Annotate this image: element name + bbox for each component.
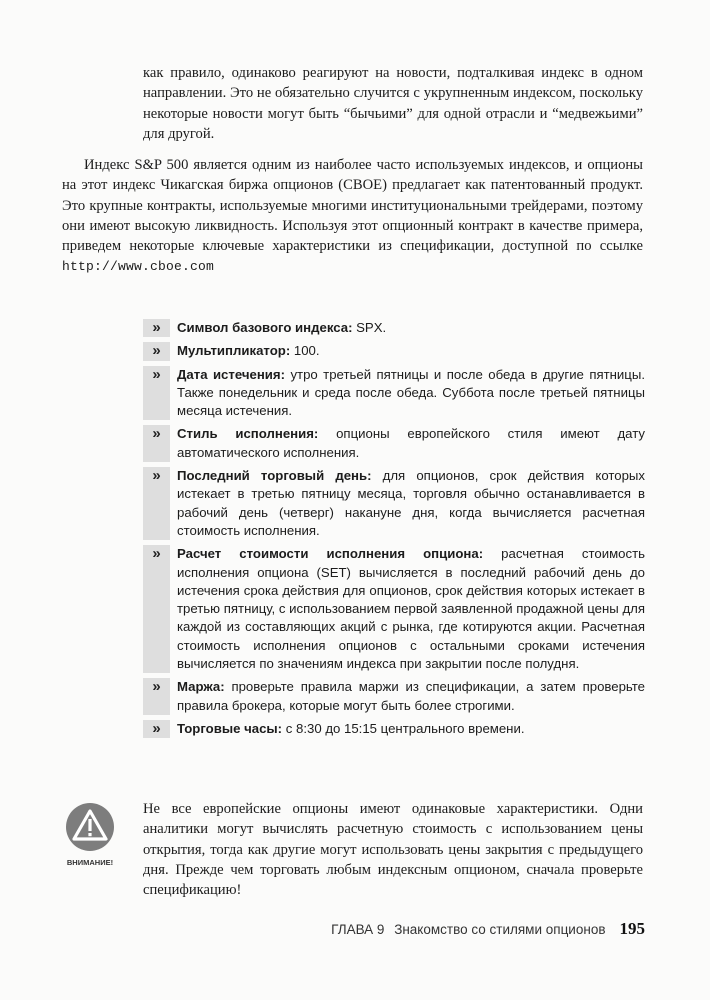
list-item-text — [170, 545, 645, 673]
list-item — [143, 720, 645, 738]
intro-paragraph: как правило, одинаково реагируют на новости, подталкивая индекс в одном направлении. Это не обязательно случится с укрупненным индексом, поскольку некоторые новости могут быть “бычьими” для одной отрасли и “медвежьими” для другой. — [143, 65, 643, 142]
chapter-number: ГЛАВА 9 — [331, 922, 385, 937]
list-item — [143, 319, 645, 337]
bullet-marker: » — [143, 720, 170, 738]
list-item-term: Символ базового индекса: — [177, 320, 353, 335]
warning-text: Не все европейские опционы имеют одинаковые характеристики. Одни аналитики могут вычислять расчетную стоимость с использованием цены открытия, тогда как другие могут использовать цены закрытия с предыдущего дня. Прежде чем торговать любым индексным опционом, сначала проверьте спецификацию! — [143, 801, 643, 899]
specification-list — [143, 319, 645, 743]
page-footer — [240, 919, 645, 939]
list-item — [143, 425, 645, 462]
list-item-term: Маржа: — [177, 679, 225, 695]
list-item — [143, 545, 645, 673]
list-item-description: утро третьей пятницы и после обеда в другие пятницы. Также понедельник и среда после обеда. Суббота после третьей пятницы месяца истечения. — [177, 366, 645, 419]
warning-triangle-icon — [65, 802, 115, 852]
bullet-marker: » — [143, 342, 170, 360]
list-item-text — [170, 342, 645, 360]
bullet-marker: » — [143, 545, 170, 673]
list-item-text — [170, 678, 645, 715]
bullet-marker: » — [143, 467, 170, 540]
list-item — [143, 342, 645, 360]
bullet-marker: » — [143, 678, 170, 715]
list-item-term: Расчет стоимости исполнения опциона: — [177, 546, 484, 562]
list-item-description: проверьте правила маржи из спецификации, а затем проверьте правила брокера, которые могут быть более строгими. — [177, 679, 645, 713]
page-number: 195 — [619, 919, 645, 938]
list-item-description: 100. — [290, 343, 320, 359]
list-item-description: для опционов, срок действия которых истекает в третью пятницу месяца, торговля обычно останавливается в рабочий день (четверг) накануне дня, когда вычисляется расчетная стоимость исполнения. — [177, 468, 645, 538]
body-paragraph — [62, 155, 643, 278]
list-item-term: Дата истечения: — [177, 366, 286, 382]
bullet-marker: » — [143, 366, 170, 421]
list-item-term: Мультипликатор: — [177, 343, 291, 359]
list-item-description: опционы европейского стиля имеют дату автоматического исполнения. — [177, 426, 645, 460]
chapter-title: Знакомство со стилями опционов — [394, 922, 606, 937]
list-item-description: с 8:30 до 15:15 центрального времени. — [282, 720, 525, 736]
list-item — [143, 366, 645, 421]
paragraph-text: Индекс S&P 500 является одним из наиболее часто используемых индексов, и опционы на этот индекс Чикагская биржа опционов (CBOE) предлагает как патентованный продукт. Это крупные контракты, используемые многими институциональными трейдерами, поэтому они имеют высокую ликвидность. Используя этот опционный контракт в качестве примера, приведем некоторые ключевые характеристики из спецификации, доступной по ссылке — [62, 157, 643, 255]
list-item — [143, 678, 645, 715]
list-item — [143, 467, 645, 540]
list-item-term: Торговые часы: — [177, 720, 283, 736]
list-item-text — [170, 720, 645, 738]
list-item-text — [170, 467, 645, 540]
list-item-description: SPX. — [352, 320, 387, 335]
warning-label: ВНИМАНИЕ! — [66, 858, 114, 867]
list-item-description: расчетная стоимость исполнения опциона (SET) вычисляется в последний рабочий день до истечения срока действия для опционов, срок действия которых истекает в третью пятницу, с использованием первой заявленной продажной цены для каждой из составляющих акций с рынка, где котируются акции. Расчетная стоимость исполнения опционов с остальными сроками истечения вычисляется по значениям индекса при закрытии после полудня. — [177, 546, 645, 672]
list-item-term: Стиль исполнения: — [177, 426, 319, 442]
list-item-text — [170, 425, 645, 462]
list-item-text — [170, 319, 645, 337]
bullet-marker: » — [143, 319, 170, 337]
list-item-term: Последний торговый день: — [177, 468, 372, 484]
bullet-marker: » — [143, 425, 170, 462]
list-item-text — [170, 366, 645, 421]
cboe-link[interactable]: http://www.cboe.com — [62, 259, 215, 275]
